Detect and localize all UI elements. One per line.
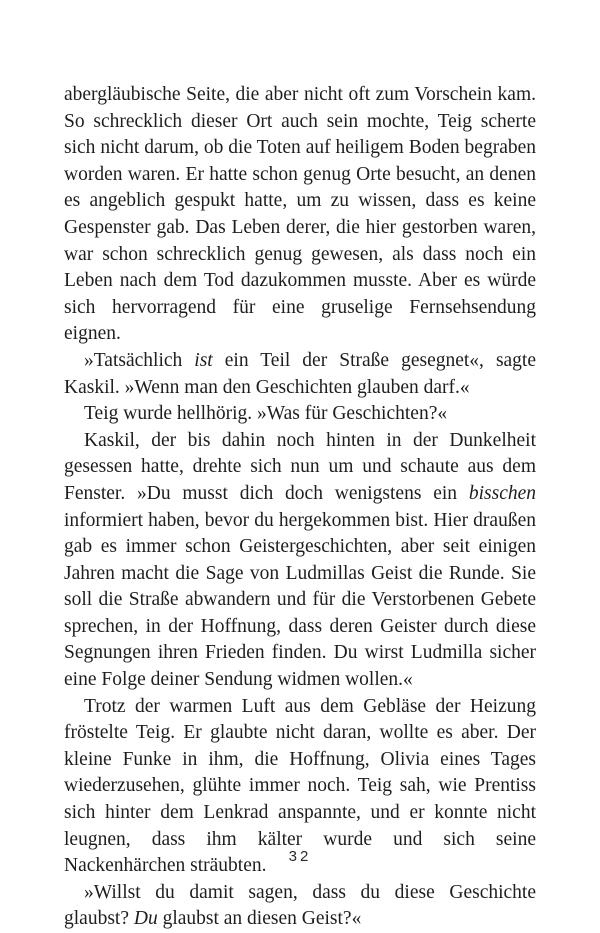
text-segment: Trotz der warmen Luft aus dem Gebläse der Heizung fröstelte Teig. Er glaubte nicht daran, wollte es aber. Der kleine Funke in ihm, die Hoffnung, Olivia eines Tages wiederzusehen, glühte immer noch. Teig sah, wie Prentiss sich hinter dem Lenkrad anspannte, und er konnte nicht leugnen, dass ihm kälter wurde und sich seine Nackenhärchen sträubten. xyxy=(64,695,536,877)
body-text xyxy=(64,82,536,933)
text-segment: abergläubische Seite, die aber nicht oft zum Vorschein kam. So schrecklich dieser Ort auch sein mochte, Teig scherte sich nicht darum, ob die Toten auf heiligem Boden begraben worden waren. Er hatte schon genug Orte besucht, an denen es angeblich gespukt hatte, um zu wissen, dass es keine Gespenster gab. Das Leben derer, die hier gestorben waren, war schon schrecklich genug gewesen, als dass noch ein Leben nach dem Tod dazukommen musste. Aber es würde sich hervorragend für eine gruselige Fernsehsendung eignen. xyxy=(64,84,536,345)
emphasis-text: Du xyxy=(133,908,158,930)
text-segment: informiert haben, bevor du hergekommen bist. Hier draußen gab es immer schon Geistergeschichten, aber seit einigen Jahren macht die Sage von Ludmillas Geist die Runde. Sie soll die Straße abwandern und für die Verstorbenen Gebete sprechen, in der Hoffnung, dass deren Geister durch diese Segnungen ihren Frieden finden. Du wirst Ludmilla sicher eine Folge deiner Sendung widmen wollen.« xyxy=(64,509,536,691)
emphasis-text: ist xyxy=(194,349,213,371)
text-segment: ein Teil der Straße gesegnet«, sagte Kaskil. »Wenn man den Geschichten glauben darf.« xyxy=(64,349,537,398)
paragraph xyxy=(64,348,536,401)
text-segment: glaubst an diesen Geist?« xyxy=(157,908,362,930)
paragraph xyxy=(64,428,536,694)
page-number: 32 xyxy=(288,848,312,865)
paragraph xyxy=(64,401,536,428)
text-segment: »Willst du damit sagen, dass du diese Geschichte glaubst? xyxy=(64,881,536,930)
text-segment: »Tatsächlich xyxy=(84,349,195,371)
paragraph xyxy=(64,82,536,348)
text-segment: Teig wurde hellhörig. »Was für Geschichten?« xyxy=(84,403,448,425)
text-segment: Kaskil, der bis dahin noch hinten in der Dunkelheit gesessen hatte, drehte sich nun um und schaute aus dem Fenster. »Du musst dich doch wenigstens ein xyxy=(64,429,536,504)
paragraph xyxy=(64,880,536,933)
emphasis-text: bisschen xyxy=(468,482,536,504)
